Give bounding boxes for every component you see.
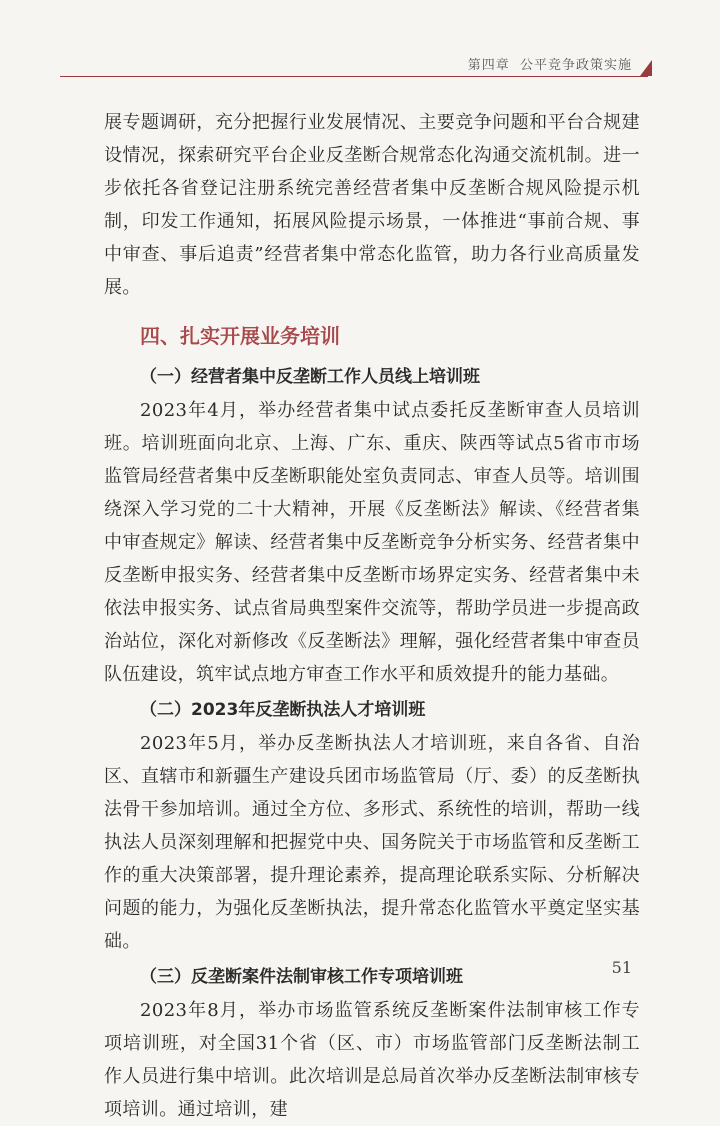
chapter-title: 公平竞争政策实施: [519, 58, 632, 73]
subsection-heading-3: （三）反垄断案件法制审核工作专项培训班: [140, 967, 463, 987]
subsection-paragraph-2: 2023年5月，举办反垄断执法人才培训班，来自各省、自治区、直辖市和新疆生产建设兵团市场监管局（厅、委）的反垄断执法骨干参加培训。通过全方位、多形式、系统性的培训，帮助一线执法人员深刻理解和把握党中央、国务院关于市场监管和反垄断工作的重大决策部署，提升理论素养，提高理论联系实际、分析解决问题的能力，为强化反垄断执法，提升常态化监管水平奠定坚实基础。: [104, 733, 640, 952]
subsection-paragraph-3: 2023年8月，举办市场监管系统反垄断案件法制审核工作专项培训班，对全国31个省（区、市）市场监管部门反垄断法制工作人员进行集中培训。此次培训是总局首次举办反垄断法制审核专项培训。通过培训，建: [104, 1000, 640, 1120]
chapter-label: 第四章: [467, 58, 510, 73]
subsection-paragraph-1: 2023年4月，举办经营者集中试点委托反垄断审查人员培训班。培训班面向北京、上海、广东、重庆、陕西等试点5省市市场监管局经营者集中反垄断职能处室负责同志、审查人员等。培训围绕深入学习党的二十大精神，开展《反垄断法》解读、《经营者集中审查规定》解读、经营者集中反垄断竞争分析实务、经营者集中反垄断申报实务、经营者集中反垄断市场界定实务、经营者集中未依法申报实务、试点省局典型案件交流等，帮助学员进一步提高政治站位，深化对新修改《反垄断法》理解，强化经营者集中审查员队伍建设，筑牢试点地方审查工作水平和质效提升的能力基础。: [104, 400, 640, 685]
header-rule: [60, 76, 648, 77]
subsection-heading-1: （一）经营者集中反垄断工作人员线上培训班: [140, 367, 480, 387]
page-body: [104, 106, 640, 1126]
header-corner-mark: [640, 60, 652, 76]
section-heading: 四、扎实开展业务培训: [140, 324, 340, 348]
intro-paragraph: 展专题调研，充分把握行业发展情况、主要竞争问题和平台合规建设情况，探索研究平台企业反垄断合规常态化沟通交流机制。进一步依托各省登记注册系统完善经营者集中反垄断合规风险提示机制，印发工作通知，拓展风险提示场景，一体推进“事前合规、事中审查、事后追责”经营者集中常态化监管，助力各行业高质量发展。: [104, 112, 640, 298]
subsection-heading-2: （二）2023年反垄断执法人才培训班: [140, 700, 426, 720]
running-header: [468, 54, 632, 73]
page-number: 51: [611, 958, 632, 977]
